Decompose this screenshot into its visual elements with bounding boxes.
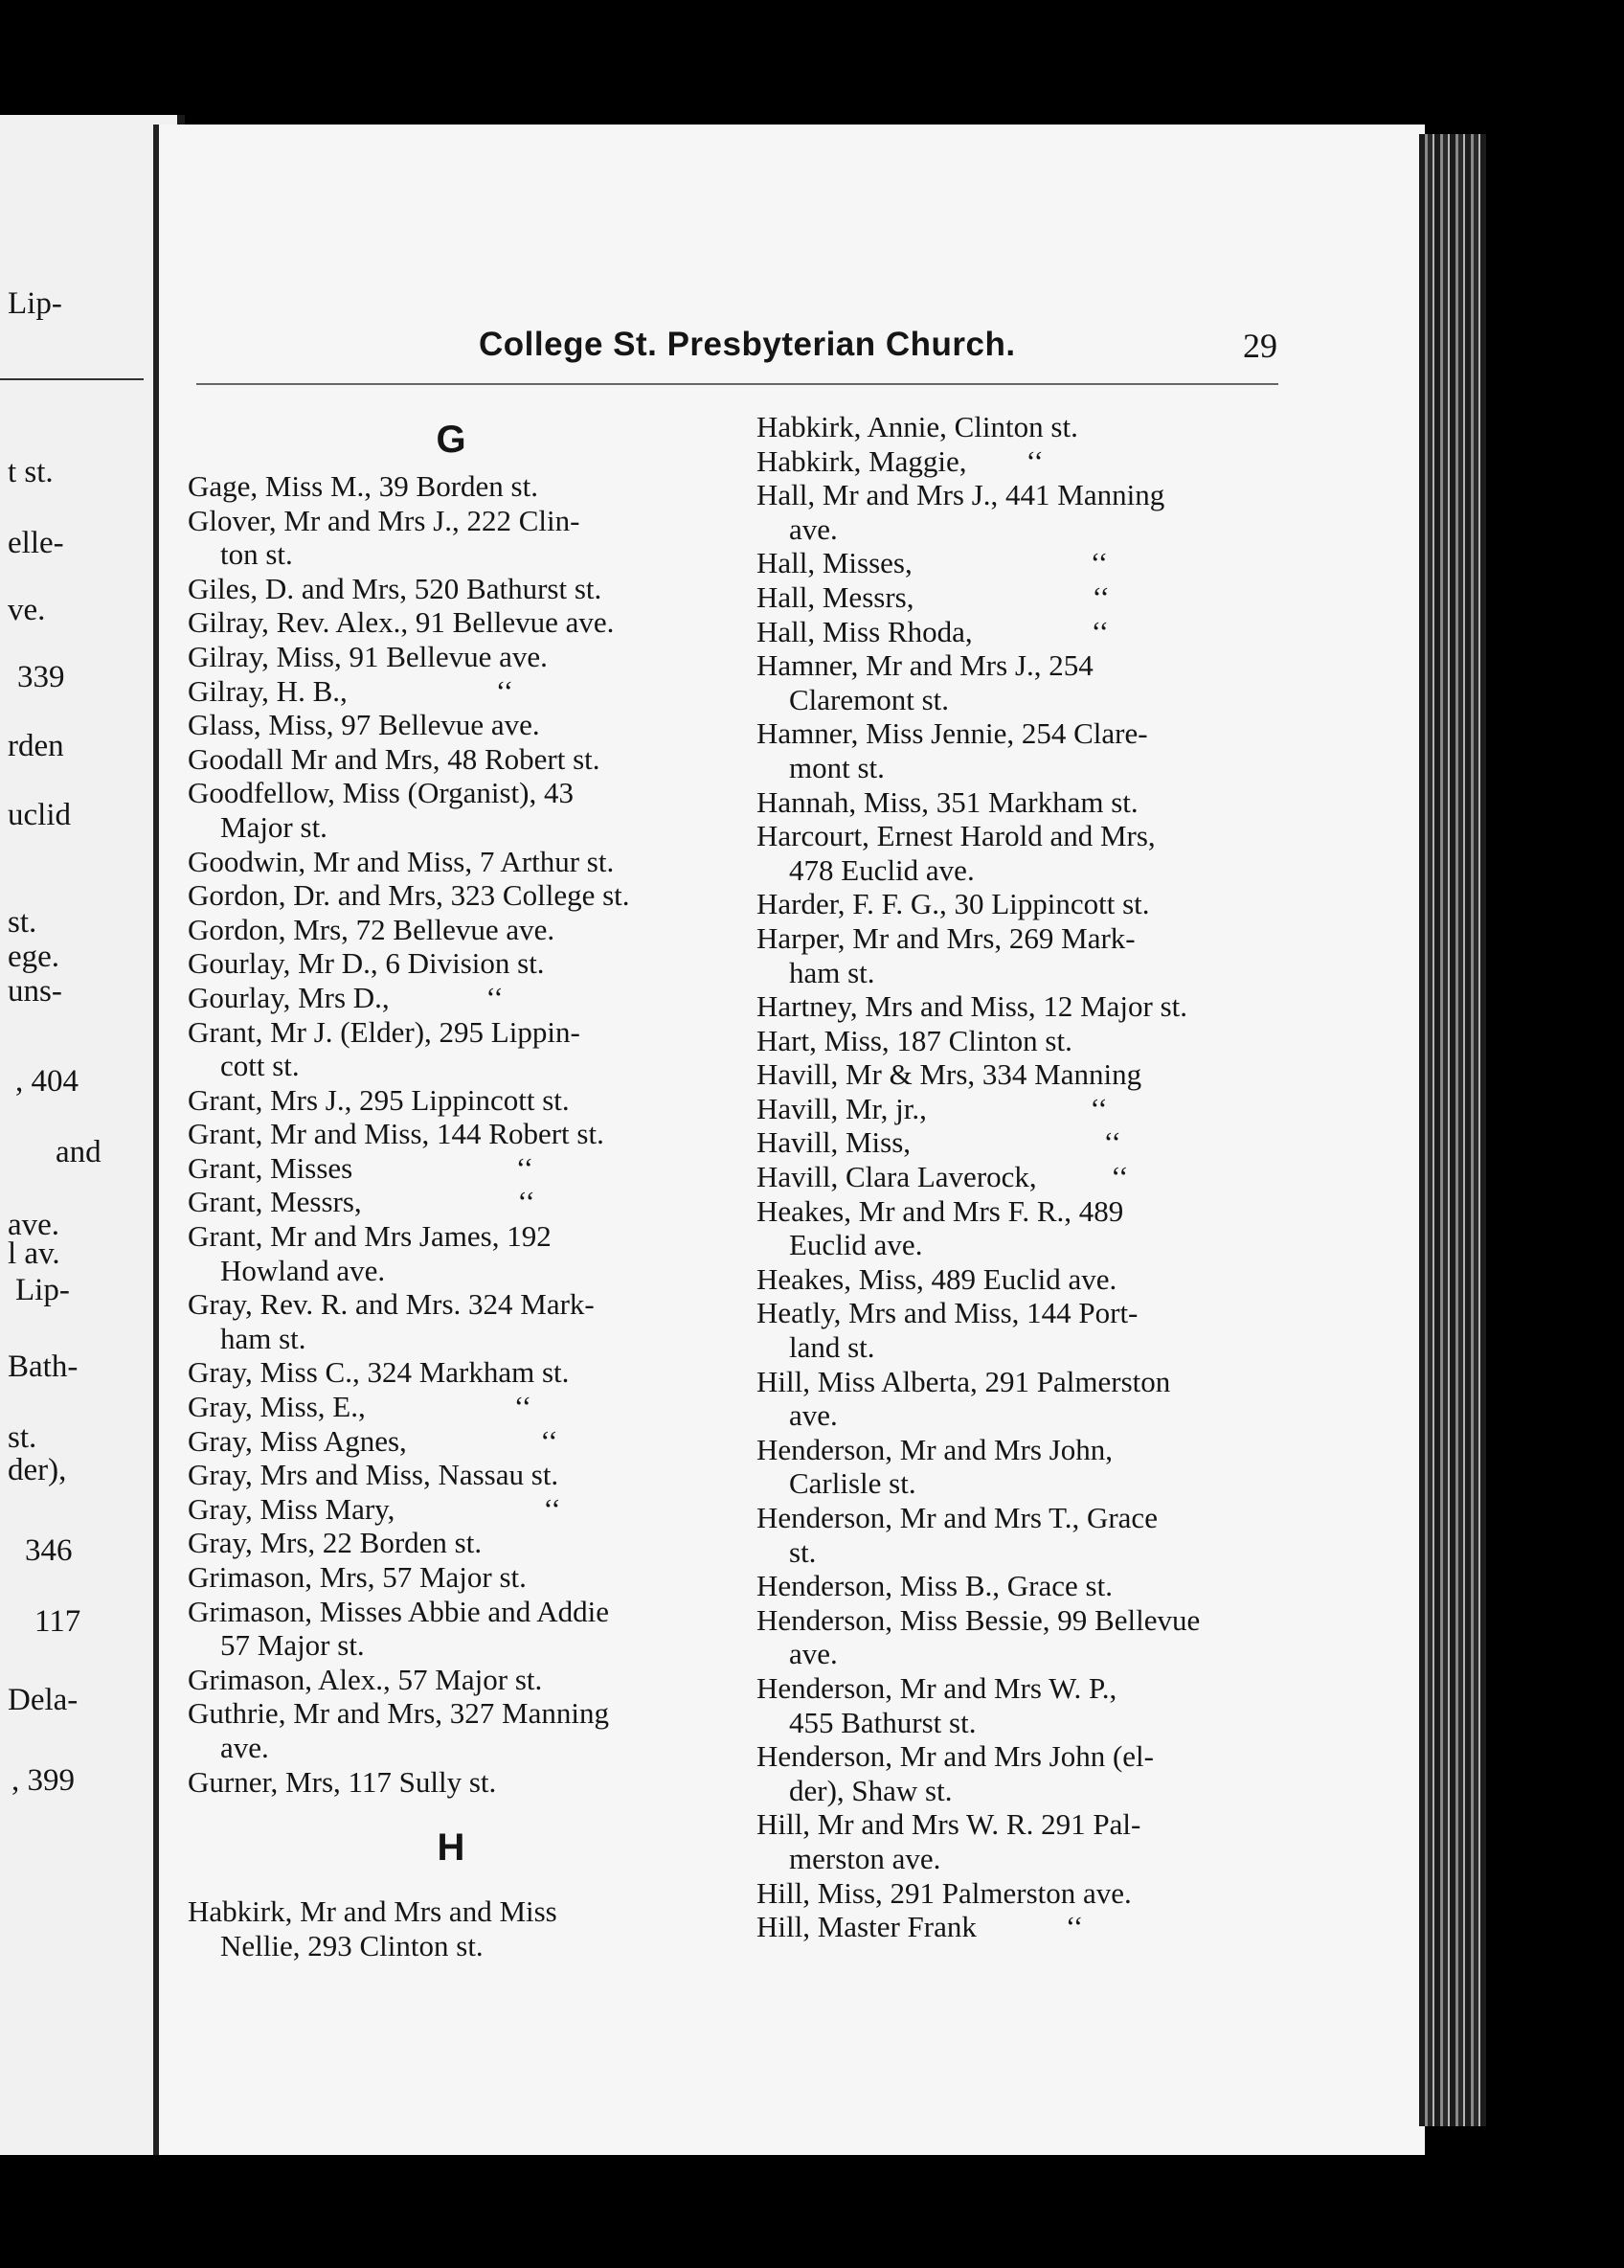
directory-entry bbox=[188, 1663, 714, 1697]
entry-line: Henderson, Mr and Mrs T., Grace bbox=[756, 1501, 1158, 1534]
directory-entry bbox=[188, 640, 714, 674]
directory-entry bbox=[756, 1739, 1293, 1807]
section-heading-g: G bbox=[436, 419, 466, 461]
entry-line: Grant, Mr and Mrs James, 192 bbox=[188, 1219, 552, 1254]
directory-entry bbox=[756, 716, 1293, 784]
directory-entry bbox=[756, 615, 1293, 649]
facing-page-fragment: 339 bbox=[17, 660, 65, 694]
entry-line: Havill, Mr & Mrs, 334 Manning bbox=[756, 1057, 1142, 1092]
entry-line: Henderson, Mr and Mrs John (el- bbox=[756, 1739, 1154, 1774]
entry-line: Glass, Miss, 97 Bellevue ave. bbox=[188, 708, 540, 742]
facing-page-fragment: 346 bbox=[25, 1533, 73, 1568]
entry-line: Henderson, Miss B., Grace st. bbox=[756, 1569, 1113, 1603]
entry-line: Goodwin, Mr and Miss, 7 Arthur st. bbox=[188, 844, 615, 878]
directory-entry bbox=[756, 819, 1293, 887]
entry-line: Havill, Clara Laverock, ‘‘ bbox=[756, 1160, 1129, 1194]
directory-entry bbox=[756, 1365, 1293, 1433]
entry-line: Gilray, H. B., ‘‘ bbox=[188, 673, 514, 708]
directory-entry bbox=[188, 1083, 714, 1118]
entry-line: Gray, Mrs and Miss, Nassau st. bbox=[188, 1458, 559, 1492]
entry-line: Grant, Mr and Miss, 144 Robert st. bbox=[188, 1117, 604, 1151]
section-heading-h: H bbox=[437, 1826, 465, 1870]
facing-page-fragment: uclid bbox=[8, 798, 71, 832]
entry-continuation: ave. bbox=[789, 1637, 838, 1671]
entry-line: Goodfellow, Miss (Organist), 43 bbox=[188, 776, 574, 810]
directory-entry bbox=[756, 1910, 1293, 1944]
entries-right bbox=[756, 410, 1293, 1944]
entry-continuation: mont st. bbox=[789, 750, 885, 784]
directory-entry bbox=[188, 1560, 714, 1595]
entry-line: Grant, Mr J. (Elder), 295 Lippin- bbox=[188, 1014, 580, 1049]
entry-continuation: 478 Euclid ave. bbox=[789, 852, 975, 887]
directory-entry bbox=[756, 648, 1293, 716]
directory-entry bbox=[756, 921, 1293, 989]
directory-entry bbox=[756, 1569, 1293, 1603]
running-head: College St. Presbyterian Church. bbox=[479, 326, 1016, 363]
directory-entry bbox=[188, 1492, 714, 1527]
directory-entry bbox=[188, 1765, 714, 1800]
facing-page-fragment: Lip- bbox=[8, 286, 62, 321]
directory-entry bbox=[756, 1603, 1293, 1671]
book-page-edges bbox=[1419, 134, 1486, 2126]
directory-entry bbox=[188, 1696, 714, 1764]
entry-line: Gray, Mrs, 22 Borden st. bbox=[188, 1526, 483, 1560]
directory-entry bbox=[756, 546, 1293, 580]
entry-line: Hartney, Mrs and Miss, 12 Major st. bbox=[756, 989, 1188, 1024]
entry-line: Grant, Messrs, ‘‘ bbox=[188, 1185, 535, 1219]
entry-line: Gray, Miss Agnes, ‘‘ bbox=[188, 1423, 558, 1458]
directory-entry bbox=[756, 1807, 1293, 1875]
entry-continuation: st. bbox=[789, 1534, 817, 1569]
directory-entry bbox=[756, 1296, 1293, 1364]
directory-entry bbox=[188, 1390, 714, 1424]
entry-line: Hamner, Miss Jennie, 254 Clare- bbox=[756, 716, 1148, 751]
directory-entry bbox=[756, 1501, 1293, 1569]
entry-continuation: ham st. bbox=[789, 955, 875, 989]
entry-line: Gray, Miss Mary, ‘‘ bbox=[188, 1491, 561, 1526]
entry-line: Gourlay, Mrs D., ‘‘ bbox=[188, 980, 504, 1014]
facing-page-fragment: der), bbox=[8, 1453, 67, 1487]
facing-page-fragment: st. bbox=[8, 1420, 37, 1455]
entry-line: Guthrie, Mr and Mrs, 327 Manning bbox=[188, 1696, 609, 1731]
entry-line: Gray, Miss C., 324 Markham st. bbox=[188, 1355, 570, 1390]
directory-entry bbox=[188, 504, 714, 572]
facing-page-fragment: , 399 bbox=[11, 1763, 75, 1798]
entries-h bbox=[188, 1894, 714, 1962]
directory-entry bbox=[756, 1194, 1293, 1262]
directory-entry bbox=[188, 605, 714, 640]
entry-line: Harcourt, Ernest Harold and Mrs, bbox=[756, 819, 1156, 853]
entry-line: Heakes, Mr and Mrs F. R., 489 bbox=[756, 1193, 1124, 1228]
directory-entry bbox=[756, 1433, 1293, 1501]
entry-line: Hill, Miss Alberta, 291 Palmerston bbox=[756, 1364, 1171, 1398]
directory-entry bbox=[188, 1355, 714, 1390]
entry-line: Hannah, Miss, 351 Markham st. bbox=[756, 784, 1139, 819]
directory-entry bbox=[756, 1671, 1293, 1739]
entry-continuation: land st. bbox=[789, 1330, 875, 1365]
directory-entry bbox=[188, 776, 714, 844]
entry-line: Gray, Miss, E., ‘‘ bbox=[188, 1390, 532, 1424]
entry-continuation: Nellie, 293 Clinton st. bbox=[220, 1928, 484, 1962]
entry-line: Hill, Miss, 291 Palmerston ave. bbox=[756, 1875, 1132, 1910]
entry-continuation: 455 Bathurst st. bbox=[789, 1705, 977, 1739]
entry-continuation: Carlisle st. bbox=[789, 1466, 916, 1501]
directory-entry bbox=[188, 1458, 714, 1492]
entry-line: Grimason, Alex., 57 Major st. bbox=[188, 1662, 543, 1696]
entry-continuation: ham st. bbox=[220, 1321, 306, 1355]
facing-page-fragment: elle- bbox=[8, 526, 64, 560]
directory-entry bbox=[188, 1185, 714, 1219]
directory-entry bbox=[756, 1876, 1293, 1911]
entry-line: Gordon, Mrs, 72 Bellevue ave. bbox=[188, 912, 555, 946]
entry-line: Heatly, Mrs and Miss, 144 Port- bbox=[756, 1296, 1139, 1330]
directory-entry bbox=[756, 1024, 1293, 1058]
directory-entry bbox=[188, 1894, 714, 1962]
entry-line: Havill, Mr, jr., ‘‘ bbox=[756, 1091, 1108, 1125]
facing-page-fragment: Bath- bbox=[8, 1349, 79, 1384]
entry-continuation: ave. bbox=[220, 1730, 269, 1764]
entry-line: Grant, Misses ‘‘ bbox=[188, 1150, 534, 1185]
column-left bbox=[188, 410, 714, 1962]
directory-entry bbox=[188, 1117, 714, 1151]
facing-page-fragment: ve. bbox=[8, 593, 46, 627]
entry-line: Harder, F. F. G., 30 Lippincott st. bbox=[756, 887, 1150, 921]
entry-line: Grant, Mrs J., 295 Lippincott st. bbox=[188, 1082, 570, 1117]
directory-entry bbox=[756, 989, 1293, 1024]
entries-g bbox=[188, 469, 714, 1799]
directory-entry bbox=[188, 1424, 714, 1459]
entry-line: Heakes, Miss, 489 Euclid ave. bbox=[756, 1261, 1117, 1296]
entry-continuation: ave. bbox=[789, 1398, 838, 1433]
directory-entry bbox=[188, 1526, 714, 1560]
directory-entry bbox=[756, 887, 1293, 921]
directory-entry bbox=[756, 410, 1293, 444]
entry-line: Giles, D. and Mrs, 520 Bathurst st. bbox=[188, 571, 602, 605]
entry-line: Grimason, Misses Abbie and Addie bbox=[188, 1594, 609, 1628]
entry-continuation: der), Shaw st. bbox=[789, 1773, 953, 1807]
facing-page-fragment: l av. bbox=[8, 1236, 60, 1271]
entry-continuation: Major st. bbox=[220, 809, 327, 844]
directory-entry bbox=[756, 444, 1293, 479]
page-number: 29 bbox=[1243, 327, 1277, 365]
directory-entry bbox=[188, 1151, 714, 1186]
entry-line: Glover, Mr and Mrs J., 222 Clin- bbox=[188, 503, 580, 537]
entry-line: Habkirk, Annie, Clinton st. bbox=[756, 410, 1078, 443]
entry-continuation: Howland ave. bbox=[220, 1253, 386, 1287]
facing-page-fragment: 117 bbox=[34, 1604, 81, 1639]
facing-page-rule bbox=[0, 378, 144, 380]
entry-line: Habkirk, Mr and Mrs and Miss bbox=[188, 1894, 557, 1929]
entry-line: Hall, Mr and Mrs J., 441 Manning bbox=[756, 478, 1165, 512]
directory-entry bbox=[756, 478, 1293, 546]
entry-line: Henderson, Miss Bessie, 99 Bellevue bbox=[756, 1602, 1201, 1637]
entry-continuation: cott st. bbox=[220, 1049, 300, 1083]
column-right bbox=[756, 410, 1293, 1944]
directory-entry bbox=[756, 1092, 1293, 1126]
entry-line: Goodall Mr and Mrs, 48 Robert st. bbox=[188, 741, 600, 776]
directory-entry bbox=[188, 742, 714, 777]
facing-page-fragment: ege. bbox=[8, 940, 60, 974]
directory-entry bbox=[756, 1057, 1293, 1092]
directory-entry bbox=[188, 469, 714, 504]
entry-continuation: merston ave. bbox=[789, 1841, 941, 1875]
entry-line: Hill, Master Frank ‘‘ bbox=[756, 1910, 1084, 1944]
directory-entry bbox=[188, 913, 714, 947]
directory-entry bbox=[188, 572, 714, 606]
entry-line: Gurner, Mrs, 117 Sully st. bbox=[188, 1764, 497, 1799]
facing-page-fragment: uns- bbox=[8, 974, 62, 1009]
entry-line: Henderson, Mr and Mrs W. P., bbox=[756, 1670, 1117, 1705]
entry-continuation: ton st. bbox=[220, 537, 293, 572]
entry-line: Gilray, Rev. Alex., 91 Bellevue ave. bbox=[188, 605, 615, 640]
entry-line: Gourlay, Mr D., 6 Division st. bbox=[188, 946, 545, 981]
entry-line: Havill, Miss, ‘‘ bbox=[756, 1125, 1121, 1160]
directory-entry bbox=[188, 1219, 714, 1287]
directory-entry bbox=[756, 1125, 1293, 1160]
directory-entry bbox=[756, 1160, 1293, 1194]
facing-page-fragment: t st. bbox=[8, 455, 54, 489]
entry-line: Hall, Messrs, ‘‘ bbox=[756, 579, 1110, 614]
directory-entry bbox=[756, 580, 1293, 615]
entry-line: Harper, Mr and Mrs, 269 Mark- bbox=[756, 920, 1136, 955]
directory-entry bbox=[756, 1262, 1293, 1297]
facing-page-fragment: and bbox=[56, 1135, 102, 1169]
facing-page-fragment: st. bbox=[8, 905, 37, 940]
directory-entry bbox=[188, 708, 714, 742]
entry-continuation: 57 Major st. bbox=[220, 1628, 365, 1663]
entry-line: Habkirk, Maggie, ‘‘ bbox=[756, 443, 1044, 478]
entry-line: Hall, Misses, ‘‘ bbox=[756, 546, 1109, 580]
directory-entry bbox=[188, 1595, 714, 1663]
directory-entry bbox=[188, 1015, 714, 1083]
entry-line: Hart, Miss, 187 Clinton st. bbox=[756, 1023, 1072, 1057]
directory-entry bbox=[188, 981, 714, 1015]
entry-line: Gordon, Dr. and Mrs, 323 College st. bbox=[188, 878, 630, 913]
directory-entry bbox=[756, 785, 1293, 820]
directory-entry bbox=[188, 845, 714, 879]
facing-page-fragment: rden bbox=[8, 729, 64, 763]
entry-line: Gage, Miss M., 39 Borden st. bbox=[188, 469, 538, 503]
directory-entry bbox=[188, 946, 714, 981]
directory-entry bbox=[188, 674, 714, 709]
entry-continuation: Euclid ave. bbox=[789, 1228, 923, 1262]
entry-line: Gray, Rev. R. and Mrs. 324 Mark- bbox=[188, 1287, 595, 1322]
entry-line: Gilray, Miss, 91 Bellevue ave. bbox=[188, 639, 548, 673]
facing-page-fragment: , 404 bbox=[15, 1064, 79, 1099]
entry-line: Henderson, Mr and Mrs John, bbox=[756, 1432, 1113, 1466]
header-rule bbox=[196, 383, 1278, 385]
facing-page-fragment: ave. bbox=[8, 1208, 60, 1242]
facing-page-fragment: Lip- bbox=[15, 1273, 70, 1307]
directory-entry bbox=[188, 1287, 714, 1355]
facing-page-fragment: Dela- bbox=[8, 1683, 79, 1717]
entry-line: Hill, Mr and Mrs W. R. 291 Pal- bbox=[756, 1807, 1141, 1842]
entry-continuation: ave. bbox=[789, 511, 838, 546]
entry-line: Hamner, Mr and Mrs J., 254 bbox=[756, 648, 1094, 683]
entry-continuation: Claremont st. bbox=[789, 682, 950, 716]
entry-line: Grimason, Mrs, 57 Major st. bbox=[188, 1560, 527, 1594]
directory-entry bbox=[188, 878, 714, 913]
entry-line: Hall, Miss Rhoda, ‘‘ bbox=[756, 614, 1109, 648]
